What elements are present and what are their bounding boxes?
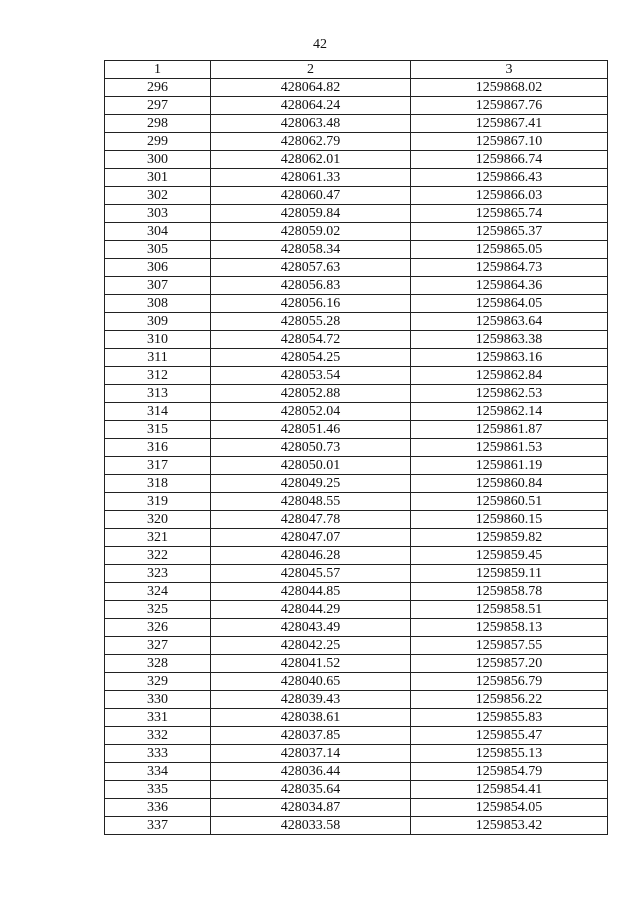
table-row bbox=[105, 187, 608, 205]
table-row bbox=[105, 403, 608, 421]
x-coordinate-cell: 428040.65 bbox=[211, 673, 411, 691]
table-row bbox=[105, 295, 608, 313]
table-row bbox=[105, 655, 608, 673]
y-coordinate-cell: 1259853.42 bbox=[411, 817, 608, 835]
table-row bbox=[105, 547, 608, 565]
table-row bbox=[105, 781, 608, 799]
y-coordinate-cell: 1259865.37 bbox=[411, 223, 608, 241]
point-number-cell: 328 bbox=[105, 655, 211, 673]
x-coordinate-cell: 428057.63 bbox=[211, 259, 411, 277]
table-body bbox=[105, 79, 608, 835]
table-row bbox=[105, 691, 608, 709]
y-coordinate-cell: 1259864.36 bbox=[411, 277, 608, 295]
y-coordinate-cell: 1259862.14 bbox=[411, 403, 608, 421]
point-number-cell: 330 bbox=[105, 691, 211, 709]
x-coordinate-cell: 428056.16 bbox=[211, 295, 411, 313]
table-header-row bbox=[105, 61, 608, 79]
x-coordinate-cell: 428049.25 bbox=[211, 475, 411, 493]
table-row bbox=[105, 799, 608, 817]
x-coordinate-cell: 428046.28 bbox=[211, 547, 411, 565]
y-coordinate-cell: 1259859.82 bbox=[411, 529, 608, 547]
table-row bbox=[105, 151, 608, 169]
table-row bbox=[105, 727, 608, 745]
point-number-cell: 309 bbox=[105, 313, 211, 331]
y-coordinate-cell: 1259860.51 bbox=[411, 493, 608, 511]
y-coordinate-cell: 1259855.13 bbox=[411, 745, 608, 763]
x-coordinate-cell: 428055.28 bbox=[211, 313, 411, 331]
y-coordinate-cell: 1259859.45 bbox=[411, 547, 608, 565]
point-number-cell: 303 bbox=[105, 205, 211, 223]
column-header-2: 2 bbox=[211, 61, 411, 79]
table-row bbox=[105, 277, 608, 295]
y-coordinate-cell: 1259863.64 bbox=[411, 313, 608, 331]
table-row bbox=[105, 583, 608, 601]
x-coordinate-cell: 428058.34 bbox=[211, 241, 411, 259]
x-coordinate-cell: 428034.87 bbox=[211, 799, 411, 817]
point-number-cell: 305 bbox=[105, 241, 211, 259]
point-number-cell: 299 bbox=[105, 133, 211, 151]
x-coordinate-cell: 428064.82 bbox=[211, 79, 411, 97]
point-number-cell: 337 bbox=[105, 817, 211, 835]
point-number-cell: 313 bbox=[105, 385, 211, 403]
x-coordinate-cell: 428047.07 bbox=[211, 529, 411, 547]
table-row bbox=[105, 241, 608, 259]
y-coordinate-cell: 1259862.84 bbox=[411, 367, 608, 385]
x-coordinate-cell: 428059.02 bbox=[211, 223, 411, 241]
point-number-cell: 300 bbox=[105, 151, 211, 169]
y-coordinate-cell: 1259865.74 bbox=[411, 205, 608, 223]
x-coordinate-cell: 428051.46 bbox=[211, 421, 411, 439]
point-number-cell: 322 bbox=[105, 547, 211, 565]
table-row bbox=[105, 745, 608, 763]
x-coordinate-cell: 428052.88 bbox=[211, 385, 411, 403]
point-number-cell: 301 bbox=[105, 169, 211, 187]
point-number-cell: 332 bbox=[105, 727, 211, 745]
table-row bbox=[105, 349, 608, 367]
y-coordinate-cell: 1259863.16 bbox=[411, 349, 608, 367]
x-coordinate-cell: 428045.57 bbox=[211, 565, 411, 583]
y-coordinate-cell: 1259866.74 bbox=[411, 151, 608, 169]
point-number-cell: 334 bbox=[105, 763, 211, 781]
y-coordinate-cell: 1259868.02 bbox=[411, 79, 608, 97]
table-row bbox=[105, 97, 608, 115]
y-coordinate-cell: 1259862.53 bbox=[411, 385, 608, 403]
x-coordinate-cell: 428043.49 bbox=[211, 619, 411, 637]
y-coordinate-cell: 1259860.84 bbox=[411, 475, 608, 493]
y-coordinate-cell: 1259864.05 bbox=[411, 295, 608, 313]
x-coordinate-cell: 428035.64 bbox=[211, 781, 411, 799]
point-number-cell: 306 bbox=[105, 259, 211, 277]
point-number-cell: 321 bbox=[105, 529, 211, 547]
y-coordinate-cell: 1259867.76 bbox=[411, 97, 608, 115]
point-number-cell: 311 bbox=[105, 349, 211, 367]
x-coordinate-cell: 428050.01 bbox=[211, 457, 411, 475]
y-coordinate-cell: 1259859.11 bbox=[411, 565, 608, 583]
table-row bbox=[105, 367, 608, 385]
x-coordinate-cell: 428047.78 bbox=[211, 511, 411, 529]
x-coordinate-cell: 428037.85 bbox=[211, 727, 411, 745]
point-number-cell: 310 bbox=[105, 331, 211, 349]
x-coordinate-cell: 428053.54 bbox=[211, 367, 411, 385]
table-row bbox=[105, 439, 608, 457]
page-number: 42 bbox=[313, 37, 327, 52]
x-coordinate-cell: 428037.14 bbox=[211, 745, 411, 763]
x-coordinate-cell: 428064.24 bbox=[211, 97, 411, 115]
table-row bbox=[105, 601, 608, 619]
point-number-cell: 307 bbox=[105, 277, 211, 295]
table-row bbox=[105, 331, 608, 349]
table-row bbox=[105, 259, 608, 277]
y-coordinate-cell: 1259858.51 bbox=[411, 601, 608, 619]
point-number-cell: 335 bbox=[105, 781, 211, 799]
point-number-cell: 317 bbox=[105, 457, 211, 475]
y-coordinate-cell: 1259858.13 bbox=[411, 619, 608, 637]
table-row bbox=[105, 475, 608, 493]
point-number-cell: 329 bbox=[105, 673, 211, 691]
point-number-cell: 319 bbox=[105, 493, 211, 511]
x-coordinate-cell: 428052.04 bbox=[211, 403, 411, 421]
x-coordinate-cell: 428039.43 bbox=[211, 691, 411, 709]
x-coordinate-cell: 428063.48 bbox=[211, 115, 411, 133]
y-coordinate-cell: 1259855.83 bbox=[411, 709, 608, 727]
table-row bbox=[105, 169, 608, 187]
y-coordinate-cell: 1259861.53 bbox=[411, 439, 608, 457]
point-number-cell: 320 bbox=[105, 511, 211, 529]
x-coordinate-cell: 428054.72 bbox=[211, 331, 411, 349]
y-coordinate-cell: 1259855.47 bbox=[411, 727, 608, 745]
point-number-cell: 333 bbox=[105, 745, 211, 763]
x-coordinate-cell: 428060.47 bbox=[211, 187, 411, 205]
y-coordinate-cell: 1259864.73 bbox=[411, 259, 608, 277]
y-coordinate-cell: 1259867.41 bbox=[411, 115, 608, 133]
x-coordinate-cell: 428038.61 bbox=[211, 709, 411, 727]
y-coordinate-cell: 1259863.38 bbox=[411, 331, 608, 349]
x-coordinate-cell: 428036.44 bbox=[211, 763, 411, 781]
point-number-cell: 312 bbox=[105, 367, 211, 385]
point-number-cell: 308 bbox=[105, 295, 211, 313]
point-number-cell: 326 bbox=[105, 619, 211, 637]
table-row bbox=[105, 385, 608, 403]
table-row bbox=[105, 673, 608, 691]
y-coordinate-cell: 1259854.05 bbox=[411, 799, 608, 817]
y-coordinate-cell: 1259861.19 bbox=[411, 457, 608, 475]
x-coordinate-cell: 428044.85 bbox=[211, 583, 411, 601]
y-coordinate-cell: 1259861.87 bbox=[411, 421, 608, 439]
x-coordinate-cell: 428059.84 bbox=[211, 205, 411, 223]
table-row bbox=[105, 619, 608, 637]
point-number-cell: 315 bbox=[105, 421, 211, 439]
table-row bbox=[105, 709, 608, 727]
y-coordinate-cell: 1259854.41 bbox=[411, 781, 608, 799]
x-coordinate-cell: 428041.52 bbox=[211, 655, 411, 673]
x-coordinate-cell: 428050.73 bbox=[211, 439, 411, 457]
column-header-3: 3 bbox=[411, 61, 608, 79]
table-row bbox=[105, 493, 608, 511]
x-coordinate-cell: 428048.55 bbox=[211, 493, 411, 511]
point-number-cell: 331 bbox=[105, 709, 211, 727]
y-coordinate-cell: 1259858.78 bbox=[411, 583, 608, 601]
point-number-cell: 327 bbox=[105, 637, 211, 655]
y-coordinate-cell: 1259867.10 bbox=[411, 133, 608, 151]
y-coordinate-cell: 1259866.43 bbox=[411, 169, 608, 187]
y-coordinate-cell: 1259866.03 bbox=[411, 187, 608, 205]
point-number-cell: 316 bbox=[105, 439, 211, 457]
x-coordinate-cell: 428033.58 bbox=[211, 817, 411, 835]
column-header-1: 1 bbox=[105, 61, 211, 79]
point-number-cell: 314 bbox=[105, 403, 211, 421]
table-row bbox=[105, 457, 608, 475]
point-number-cell: 323 bbox=[105, 565, 211, 583]
table-row bbox=[105, 565, 608, 583]
y-coordinate-cell: 1259854.79 bbox=[411, 763, 608, 781]
table-row bbox=[105, 223, 608, 241]
point-number-cell: 302 bbox=[105, 187, 211, 205]
table-row bbox=[105, 79, 608, 97]
coordinates-table bbox=[104, 60, 608, 835]
y-coordinate-cell: 1259856.79 bbox=[411, 673, 608, 691]
point-number-cell: 298 bbox=[105, 115, 211, 133]
table-row bbox=[105, 511, 608, 529]
y-coordinate-cell: 1259865.05 bbox=[411, 241, 608, 259]
y-coordinate-cell: 1259856.22 bbox=[411, 691, 608, 709]
table-row bbox=[105, 115, 608, 133]
table-row bbox=[105, 529, 608, 547]
x-coordinate-cell: 428062.01 bbox=[211, 151, 411, 169]
point-number-cell: 296 bbox=[105, 79, 211, 97]
table-row bbox=[105, 313, 608, 331]
point-number-cell: 318 bbox=[105, 475, 211, 493]
x-coordinate-cell: 428044.29 bbox=[211, 601, 411, 619]
x-coordinate-cell: 428042.25 bbox=[211, 637, 411, 655]
y-coordinate-cell: 1259857.20 bbox=[411, 655, 608, 673]
y-coordinate-cell: 1259860.15 bbox=[411, 511, 608, 529]
x-coordinate-cell: 428054.25 bbox=[211, 349, 411, 367]
x-coordinate-cell: 428062.79 bbox=[211, 133, 411, 151]
table-row bbox=[105, 205, 608, 223]
table-row bbox=[105, 133, 608, 151]
point-number-cell: 297 bbox=[105, 97, 211, 115]
point-number-cell: 304 bbox=[105, 223, 211, 241]
point-number-cell: 325 bbox=[105, 601, 211, 619]
table-row bbox=[105, 763, 608, 781]
y-coordinate-cell: 1259857.55 bbox=[411, 637, 608, 655]
table-row bbox=[105, 637, 608, 655]
point-number-cell: 324 bbox=[105, 583, 211, 601]
point-number-cell: 336 bbox=[105, 799, 211, 817]
table-row bbox=[105, 817, 608, 835]
x-coordinate-cell: 428056.83 bbox=[211, 277, 411, 295]
table-row bbox=[105, 421, 608, 439]
x-coordinate-cell: 428061.33 bbox=[211, 169, 411, 187]
